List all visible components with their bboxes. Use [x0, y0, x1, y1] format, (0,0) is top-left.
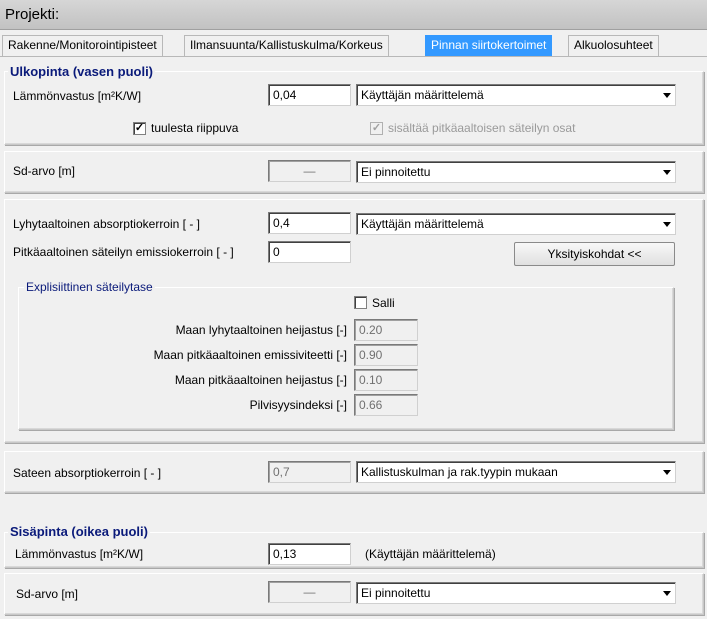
- inner-resistance-label: Lämmönvastus [m²K/W]: [15, 547, 144, 561]
- tab-bar: [0, 31, 707, 57]
- ground-longwave-reflection-label: Maan pitkäaaltoinen heijastus [-]: [174, 373, 347, 387]
- chevron-down-icon: [663, 170, 671, 175]
- outer-resistance-mode-select[interactable]: [356, 84, 676, 106]
- includes-longwave-label: sisältää pitkäaaltoisen säteilyn osat: [388, 121, 576, 135]
- ground-shortwave-reflection-input[interactable]: 0.20: [354, 319, 418, 341]
- shortwave-absorption-label: Lyhytaaltoinen absorptiokerroin [ - ]: [13, 217, 200, 231]
- includes-longwave-checkbox[interactable]: ✓: [371, 122, 382, 134]
- shortwave-absorption-mode-value: Käyttäjän määrittelemä: [361, 217, 484, 231]
- longwave-emission-input[interactable]: 0: [268, 241, 351, 263]
- explicit-radiation-title: Explisiittinen säteilytase: [26, 280, 153, 294]
- ground-shortwave-reflection-label: Maan lyhytaaltoinen heijastus [-]: [175, 323, 347, 337]
- outer-resistance-mode-value: Käyttäjän määrittelemä: [361, 88, 484, 102]
- ground-longwave-emissivity-label: Maan pitkäaaltoinen emissiviteetti [-]: [153, 348, 347, 362]
- chevron-down-icon: [663, 93, 671, 98]
- rain-absorption-label: Sateen absorptiokerroin [ - ]: [13, 466, 162, 480]
- rain-absorption-mode-select[interactable]: [356, 461, 676, 483]
- chevron-down-icon: [663, 591, 671, 596]
- tab-pinnan-siirtokertoimet[interactable]: Pinnan siirtokertoimet: [425, 35, 552, 56]
- inner-sd-label: Sd-arvo [m]: [16, 587, 79, 601]
- wind-dependent-checkbox[interactable]: ✓: [134, 122, 145, 134]
- ground-longwave-reflection-input[interactable]: 0.10: [354, 369, 418, 391]
- inner-group-title: Sisäpinta (oikea puoli): [10, 524, 148, 539]
- rain-absorption-input[interactable]: 0,7: [268, 461, 351, 483]
- inner-sd-input[interactable]: —: [268, 581, 351, 603]
- rain-absorption-mode-value: Kallistuskulman ja rak.tyypin mukaan: [361, 465, 558, 479]
- tab-rakenne[interactable]: Rakenne/Monitorointipisteet: [2, 35, 163, 56]
- wind-dependent-label: tuulesta riippuva: [151, 121, 239, 135]
- chevron-down-icon: [663, 470, 671, 475]
- tab-alkuolosuhteet[interactable]: Alkuolosuhteet: [568, 35, 659, 56]
- tab-ilmansuunta[interactable]: Ilmansuunta/Kallistuskulma/Korkeus: [184, 35, 389, 56]
- ground-longwave-emissivity-input[interactable]: 0.90: [354, 344, 418, 366]
- inner-resistance-mode-text: (Käyttäjän määrittelemä): [365, 547, 496, 561]
- outer-sd-mode-value: Ei pinnoitettu: [361, 165, 431, 179]
- cloudiness-index-label: Pilvisyysindeksi [-]: [249, 398, 347, 412]
- window-title: Projekti:: [0, 0, 707, 30]
- outer-resistance-label: Lämmönvastus [m²K/W]: [13, 89, 142, 103]
- outer-sd-input[interactable]: —: [268, 160, 351, 182]
- shortwave-absorption-input[interactable]: 0,4: [268, 212, 351, 234]
- outer-resistance-input[interactable]: 0,04: [268, 84, 351, 106]
- shortwave-absorption-mode-select[interactable]: [356, 213, 676, 235]
- inner-sd-mode-value: Ei pinnoitettu: [361, 586, 431, 600]
- outer-resistance-panel: [4, 71, 704, 145]
- cloudiness-index-input[interactable]: 0.66: [354, 394, 418, 416]
- inner-sd-mode-select[interactable]: [356, 582, 676, 604]
- inner-resistance-input[interactable]: 0,13: [268, 543, 351, 565]
- allow-explicit-label: Salli: [372, 296, 395, 310]
- longwave-emission-label: Pitkäaaltoinen säteilyn emissiokerroin [ - ]: [13, 245, 234, 259]
- outer-group-title: Ulkopinta (vasen puoli): [10, 64, 154, 79]
- details-button[interactable]: Yksityiskohdat <<: [514, 242, 675, 266]
- outer-sd-mode-select[interactable]: [356, 161, 676, 183]
- allow-explicit-checkbox[interactable]: [354, 296, 367, 309]
- chevron-down-icon: [663, 222, 671, 227]
- outer-sd-label: Sd-arvo [m]: [13, 164, 76, 178]
